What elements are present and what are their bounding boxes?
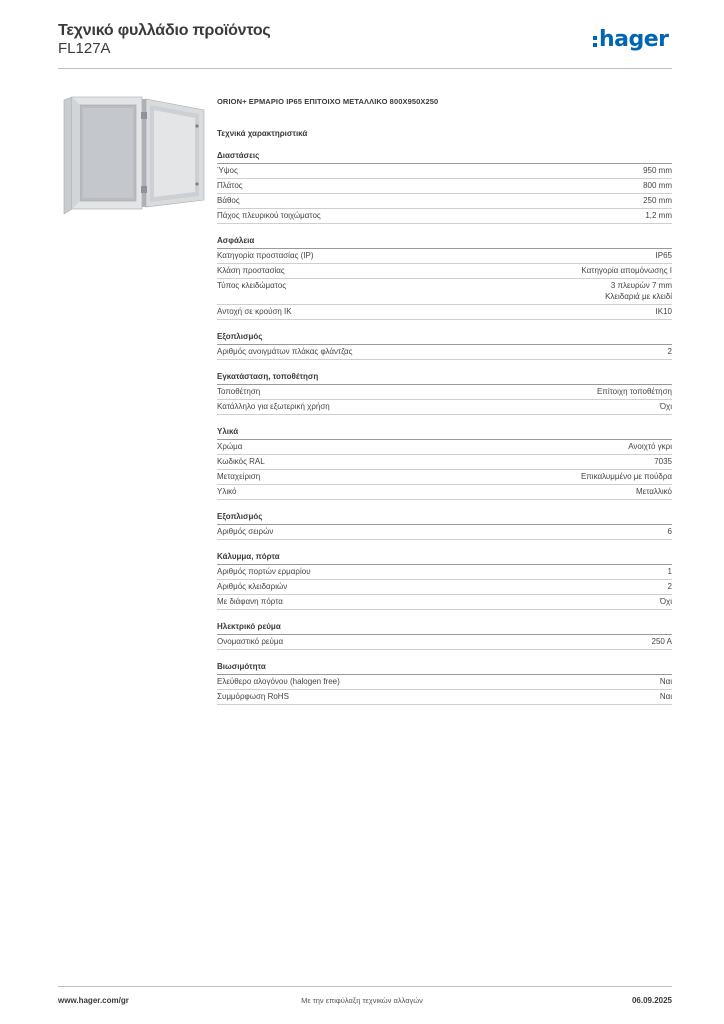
section-title: Ηλεκτρικό ρεύμα xyxy=(217,621,672,635)
section-title: Κάλυμμα, πόρτα xyxy=(217,551,672,565)
spec-row xyxy=(217,485,672,500)
section-title: Βιωσιμότητα xyxy=(217,661,672,675)
spec-label: Βάθος xyxy=(217,196,240,205)
spec-value: 1 xyxy=(667,567,672,576)
spec-value: Κατηγορία απομόνωσης I xyxy=(581,266,672,275)
spec-label: Με διάφανη πόρτα xyxy=(217,597,283,606)
spec-label: Αντοχή σε κρούση IK xyxy=(217,307,292,316)
spec-value: Όχι xyxy=(659,402,672,411)
spec-section xyxy=(217,331,672,360)
spec-row xyxy=(217,179,672,194)
spec-section xyxy=(217,511,672,540)
spec-value: 3 πλευρών 7 mm Κλειδαριά με κλειδί xyxy=(605,281,672,301)
spec-sections xyxy=(217,150,672,705)
spec-value: 950 mm xyxy=(643,166,672,175)
spec-value: Μεταλλικό xyxy=(635,487,672,496)
spec-section xyxy=(217,426,672,500)
product-name: ORION+ ΕΡΜΑΡΙΟ IP65 ΕΠΙΤΟΙΧΟ ΜΕΤΑΛΛΙΚΟ 800X950X250 xyxy=(217,97,439,106)
technical-characteristics-heading: Τεχνικά χαρακτηριστικά xyxy=(217,129,308,138)
spec-section xyxy=(217,150,672,224)
spec-label: Αριθμός κλειδαριών xyxy=(217,582,288,591)
spec-row xyxy=(217,400,672,415)
spec-value: 7035 xyxy=(654,457,672,466)
spec-section xyxy=(217,621,672,650)
spec-value: Όχι xyxy=(659,597,672,606)
spec-value: 2 xyxy=(667,347,672,356)
spec-row xyxy=(217,470,672,485)
spec-label: Κατηγορία προστασίας (IP) xyxy=(217,251,314,260)
spec-value: 800 mm xyxy=(643,181,672,190)
spec-label: Τοποθέτηση xyxy=(217,387,261,396)
section-title: Εγκατάσταση, τοποθέτηση xyxy=(217,371,672,385)
spec-value: 1,2 mm xyxy=(645,211,672,220)
spec-value: 6 xyxy=(667,527,672,536)
spec-row xyxy=(217,635,672,650)
spec-section xyxy=(217,661,672,705)
spec-row xyxy=(217,164,672,179)
section-title: Εξοπλισμός xyxy=(217,331,672,345)
spec-label: Κλάση προστασίας xyxy=(217,266,285,275)
spec-row xyxy=(217,194,672,209)
section-title: Διαστάσεις xyxy=(217,150,672,164)
spec-label: Συμμόρφωση RoHS xyxy=(217,692,289,701)
spec-row xyxy=(217,455,672,470)
spec-value: IK10 xyxy=(655,307,672,316)
header-divider xyxy=(58,68,672,69)
spec-row xyxy=(217,525,672,540)
spec-label: Αριθμός ανοιγμάτων πλάκας φλάντζας xyxy=(217,347,353,356)
spec-label: Κατάλληλο για εξωτερική χρήση xyxy=(217,402,330,411)
spec-label: Ονομαστικό ρεύμα xyxy=(217,637,284,646)
spec-row xyxy=(217,249,672,264)
spec-section xyxy=(217,551,672,610)
spec-label: Αριθμός σειρών xyxy=(217,527,274,536)
document-title: Τεχνικό φυλλάδιο προϊόντος xyxy=(58,22,271,39)
spec-section xyxy=(217,371,672,415)
logo-text: hager xyxy=(599,26,669,52)
spec-label: Κωδικός RAL xyxy=(217,457,265,466)
spec-row xyxy=(217,675,672,690)
spec-value: Ναι xyxy=(659,677,672,686)
spec-label: Πάχος πλευρικού τοιχώματος xyxy=(217,211,321,220)
spec-label: Υλικό xyxy=(217,487,237,496)
spec-row xyxy=(217,440,672,455)
spec-label: Ύψος xyxy=(217,166,238,175)
spec-row xyxy=(217,345,672,360)
specifications-panel xyxy=(217,96,672,716)
footer-website-link[interactable]: www.hager.com/gr xyxy=(58,996,129,1005)
spec-label: Τύπος κλειδώματος xyxy=(217,281,287,290)
spec-row xyxy=(217,305,672,320)
spec-value: Ανοιχτό γκρι xyxy=(628,442,672,451)
spec-label: Μεταχείριση xyxy=(217,472,261,481)
footer-divider xyxy=(58,986,672,987)
product-code: FL127A xyxy=(58,40,111,57)
spec-value: Ναι xyxy=(659,692,672,701)
spec-value: IP65 xyxy=(655,251,672,260)
spec-row xyxy=(217,385,672,400)
spec-section xyxy=(217,235,672,320)
spec-value: Επίτοιχη τοποθέτηση xyxy=(596,387,672,396)
spec-row xyxy=(217,565,672,580)
footer-notice: Με την επιφύλαξη τεχνικών αλλαγών xyxy=(301,996,423,1005)
spec-label: Αριθμός πορτών ερμαρίου xyxy=(217,567,311,576)
spec-label: Ελεύθερο αλογόνου (halogen free) xyxy=(217,677,340,686)
spec-value: 250 mm xyxy=(643,196,672,205)
section-title: Υλικά xyxy=(217,426,672,440)
section-title: Εξοπλισμός xyxy=(217,511,672,525)
spec-value: 250 A xyxy=(651,637,672,646)
spec-value: Επικαλυμμένο με πούδρα xyxy=(580,472,672,481)
spec-row xyxy=(217,264,672,279)
spec-label: Πλάτος xyxy=(217,181,243,190)
section-title: Ασφάλεια xyxy=(217,235,672,249)
hager-logo[interactable] xyxy=(593,26,669,52)
spec-row xyxy=(217,279,672,305)
spec-label: Χρώμα xyxy=(217,442,243,451)
spec-row xyxy=(217,580,672,595)
spec-row xyxy=(217,595,672,610)
footer-date: 06.09.2025 xyxy=(631,996,672,1005)
metal-enclosure-image xyxy=(58,96,206,216)
logo-dots-icon xyxy=(593,36,597,47)
spec-row xyxy=(217,690,672,705)
spec-value: 2 xyxy=(667,582,672,591)
spec-row xyxy=(217,209,672,224)
